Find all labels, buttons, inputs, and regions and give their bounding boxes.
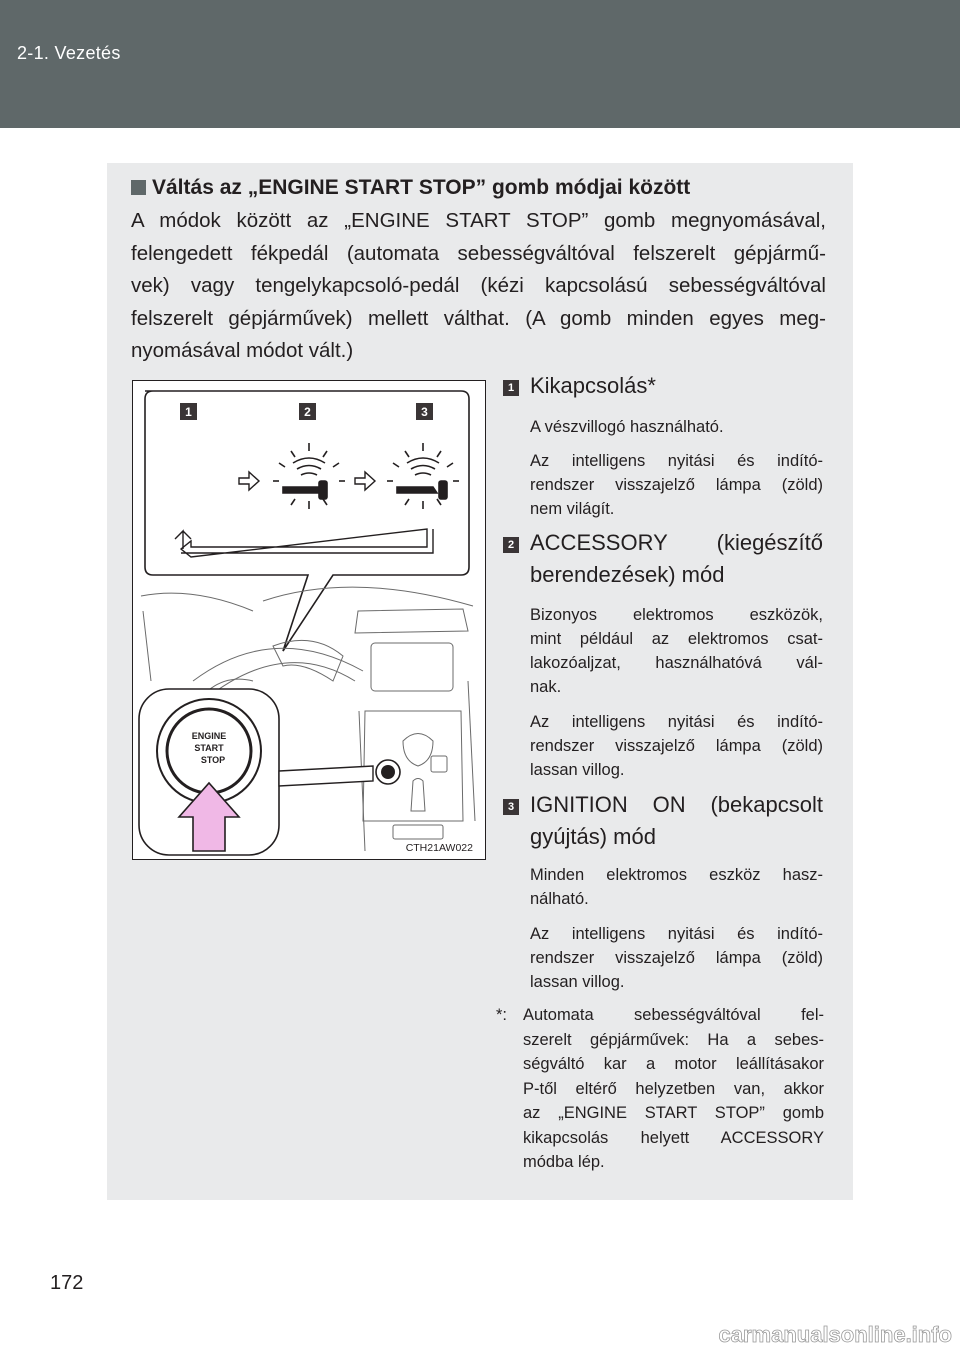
intro-line: felszerelt gépjárművek) mellett válthat. (A gomb minden egyes meg- — [131, 306, 826, 330]
intro-line: felengedett fékpedál (automata sebességváltóval felszerelt gépjármű- — [131, 241, 826, 265]
footnote-line: kikapcsolás helyett ACCESSORY — [523, 1128, 824, 1147]
footnote-line: az „ENGINE START STOP” gomb — [523, 1104, 824, 1122]
engine-start-illustration — [132, 380, 486, 860]
intro-line: nyomásával módot vált.) — [131, 339, 354, 362]
item-paragraph — [530, 922, 823, 994]
intro-paragraph — [131, 205, 826, 368]
paragraph-line: Minden elektromos eszköz hasz- — [530, 866, 823, 884]
paragraph-line: rendszer visszajelző lámpa (zöld) — [530, 476, 823, 494]
watermark-text: carmanualsonline.info — [718, 1322, 952, 1347]
header-band — [0, 0, 960, 128]
paragraph-line: nálható. — [530, 890, 589, 908]
paragraph-line: Az intelligens nyitási és indító- — [530, 713, 823, 731]
start-button-center — [381, 765, 395, 779]
button-text-start: START — [194, 743, 224, 753]
illustration-code: CTH21AW022 — [405, 842, 473, 854]
item-title-line: berendezések) mód — [530, 562, 725, 587]
paragraph-line: mint például az elektromos csat- — [530, 630, 823, 648]
section-title: 2-1. Vezetés — [17, 43, 121, 63]
item-number-1: 1 — [503, 380, 519, 396]
paragraph-line: lassan villog. — [530, 973, 625, 991]
dashboard-drawing — [133, 381, 485, 859]
footnote-line: módba lép. — [523, 1153, 605, 1171]
footnote-line: Automata sebességváltóval fel- — [523, 1006, 824, 1024]
inset-pointer — [279, 766, 373, 786]
footnote-line: ségváltó kar a motor leállításakor — [523, 1055, 824, 1073]
item-number-3: 3 — [503, 799, 519, 815]
item-paragraph — [530, 710, 823, 782]
item-title — [530, 527, 823, 591]
item-paragraph — [530, 863, 823, 911]
watermark — [714, 1320, 954, 1348]
heading-text: Váltás az „ENGINE START STOP” gomb módjai között — [152, 176, 691, 199]
item-number-2: 2 — [503, 537, 519, 553]
paragraph-line: Az intelligens nyitási és indító- — [530, 925, 823, 943]
item-paragraph — [530, 449, 823, 521]
paragraph-line: A vészvillogó használható. — [530, 418, 724, 436]
item-title — [530, 370, 656, 402]
paragraph-line: nak. — [530, 678, 562, 696]
square-bullet-icon — [131, 180, 146, 195]
footnote-line: P-től eltérő helyzetben van, akkor — [523, 1079, 824, 1098]
label-1: 1 — [185, 405, 192, 419]
paragraph-line: lakozóaljzat, használhatóvá vál- — [530, 654, 823, 672]
item-paragraph — [530, 415, 823, 439]
item-paragraph — [530, 603, 823, 699]
button-text-stop: STOP — [200, 755, 226, 765]
footnote-mark: *: — [496, 1006, 508, 1024]
label-2: 2 — [304, 405, 311, 419]
item-title-line: ACCESSORY (kiegészítő — [530, 530, 823, 555]
paragraph-line: rendszer visszajelző lámpa (zöld) — [530, 737, 823, 755]
callout-bubble — [145, 391, 469, 651]
paragraph-line: rendszer visszajelző lámpa (zöld) — [530, 949, 823, 967]
paragraph-line: lassan villog. — [530, 761, 625, 779]
intro-line: vek) vagy tengelykapcsoló-pedál (kézi kapcsolású sebességváltóval — [131, 274, 826, 297]
paragraph-line: nem világít. — [530, 500, 615, 518]
footnote — [496, 1003, 824, 1175]
item-title-line: IGNITION ON (bekapcsolt — [530, 792, 823, 817]
paragraph-line: Bizonyos elektromos eszközök, — [530, 606, 823, 624]
item-title-line: Kikapcsolás* — [530, 373, 656, 398]
footnote-line: szerelt gépjárművek: Ha a sebes- — [523, 1030, 824, 1049]
item-title-line: gyújtás) mód — [530, 824, 656, 849]
intro-line: A módok között az „ENGINE START STOP” gomb megnyomásával, — [131, 209, 826, 232]
button-text-engine: ENGINE — [191, 731, 227, 741]
section-heading — [131, 176, 690, 200]
page-number: 172 — [50, 1272, 84, 1294]
item-title — [530, 789, 823, 853]
label-3: 3 — [421, 405, 428, 419]
paragraph-line: Az intelligens nyitási és indító- — [530, 452, 823, 470]
